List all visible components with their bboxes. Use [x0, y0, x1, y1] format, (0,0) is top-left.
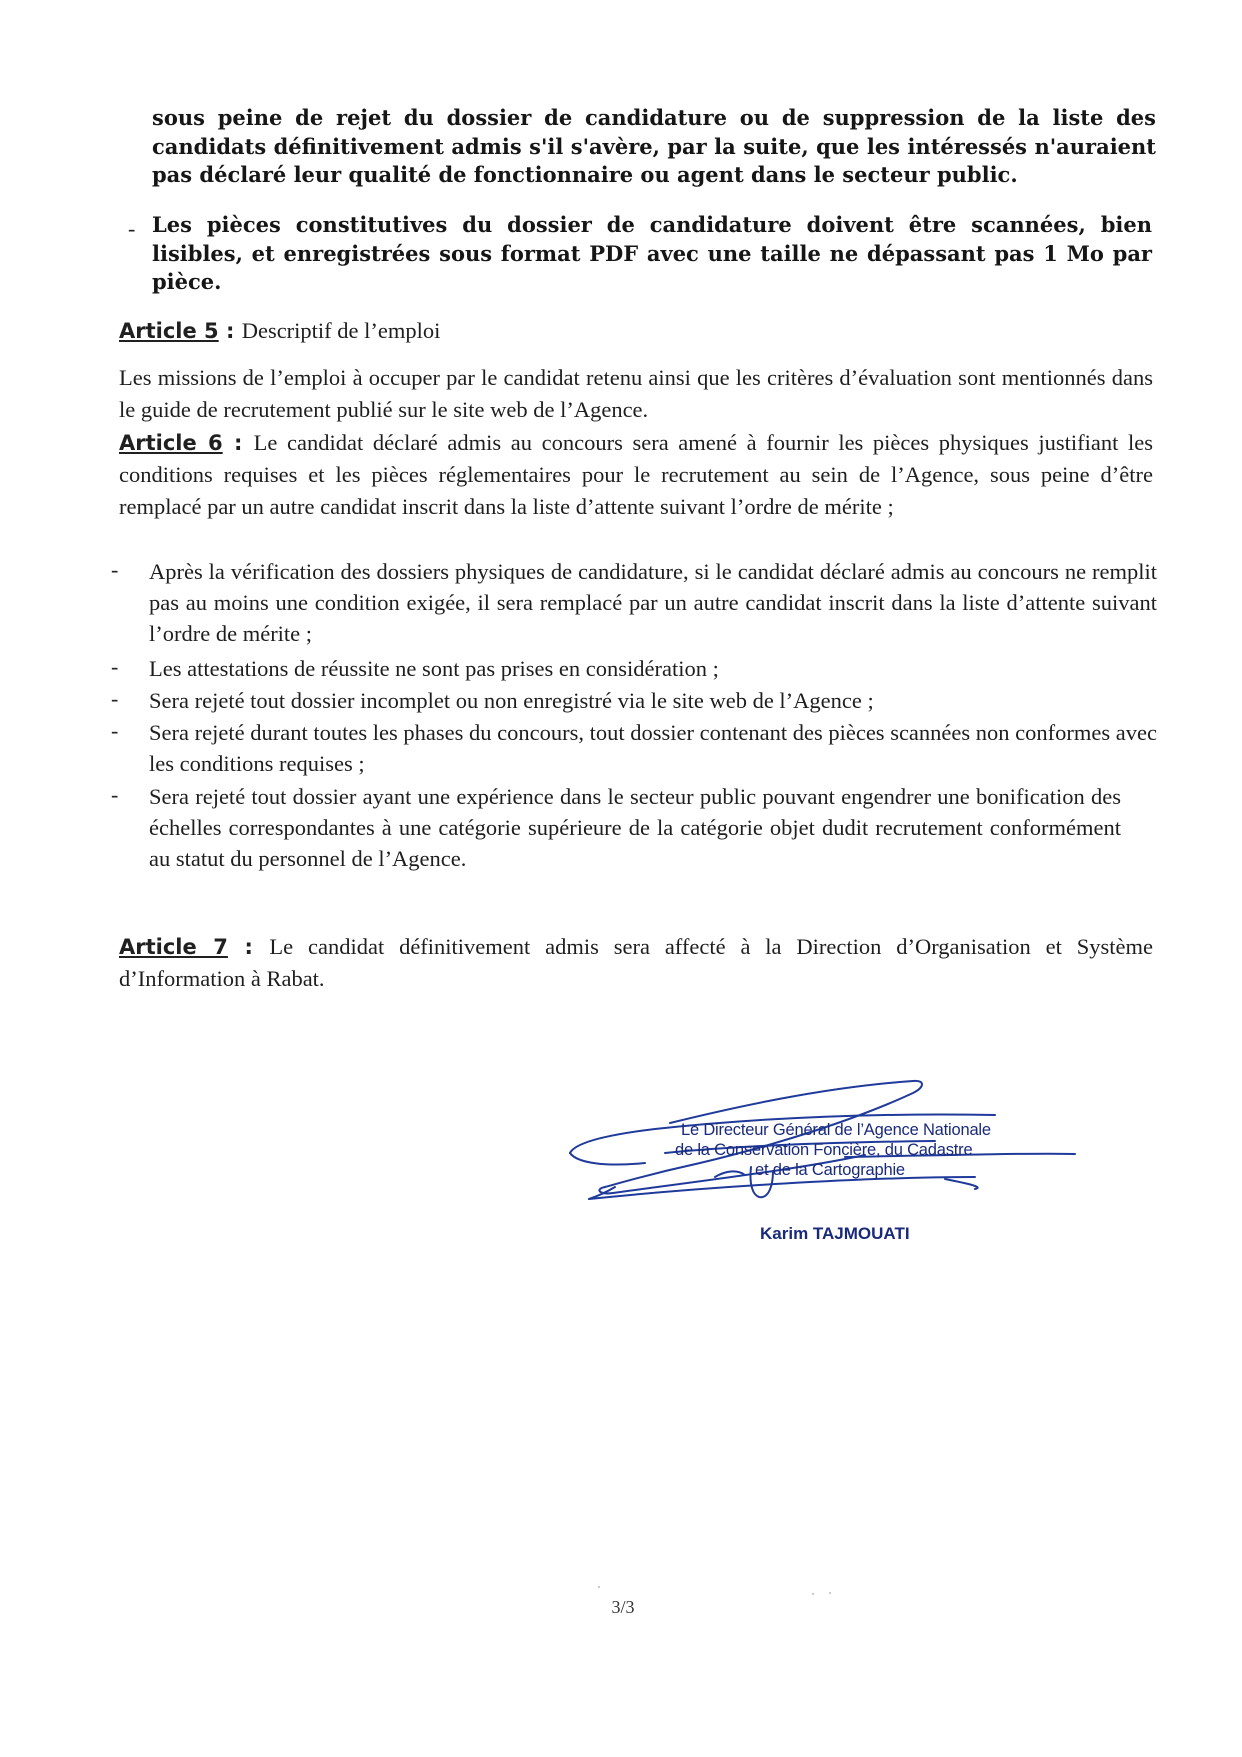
article-5-heading: Article 5 : Descriptif de l’emploi — [119, 318, 441, 343]
scan-speck — [598, 1586, 600, 1588]
article-7-body: Le candidat définitivement admis sera affecté à la Direction d’Organisation et Système d’Information à Rabat. — [119, 934, 1153, 991]
signature-title-line-2: de la Conservation Foncière, du Cadastre — [675, 1141, 973, 1159]
list-item: Les attestations de réussite ne sont pas prises en considération ; — [149, 656, 719, 681]
article-7-title: Article 7 — [119, 935, 228, 959]
signatory-name: Karim TAJMOUATI — [760, 1224, 910, 1243]
list-item: Sera rejeté tout dossier incomplet ou non enregistré via le site web de l’Agence ; — [149, 688, 874, 713]
signature-block — [565, 1075, 1085, 1245]
bullet-dash: - — [111, 557, 119, 582]
scan-requirement-bullet: Les pièces constitutives du dossier de candidature doivent être scannées, bien lisibles, et enregistrées sous format PDF avec une taille ne dépassant pas 1 Mo par pièce. — [152, 212, 1152, 294]
article-5-body: Les missions de l’emploi à occuper par le candidat retenu ainsi que les critères d’évaluation sont mentionnés dans le guide de recrutement publié sur le site web de l’Agence. — [119, 365, 1153, 422]
article-6-paragraph: Article 6 : Le candidat déclaré admis au concours sera amené à fournir les pièces physiques justifiant les conditions requises et les pièces réglementaires pour le recrutement au sein de l’Agence, sous peine d’être remplacé par un autre candidat inscrit dans la liste d’attente suivant l’ordre de mérite ; — [119, 430, 1153, 519]
list-item: Sera rejeté durant toutes les phases du concours, tout dossier contenant des pièces scannées non conformes avec les conditions requises ; — [149, 720, 1157, 776]
list-item: Sera rejeté tout dossier ayant une expérience dans le secteur public pouvant engendrer une bonification des échelles correspondantes à une catégorie supérieure de la catégorie objet dudit recrutement conformément au statut du personnel de l’Agence. — [149, 784, 1121, 871]
scan-speck — [829, 1592, 831, 1594]
handwritten-signature — [565, 1075, 1085, 1245]
bullet-dash: - — [111, 686, 119, 711]
signature-title-line-3: et de la Cartographie — [755, 1161, 905, 1179]
bullet-dash: - — [111, 654, 119, 679]
continuation-paragraph: sous peine de rejet du dossier de candidature ou de suppression de la liste des candidats définitivement admis s'il s'avère, par la suite, que les intéressés n'auraient pas déclaré leur qualité de fonctionnaire ou agent dans le secteur public. — [152, 105, 1156, 187]
article-5-heading-text: Descriptif de l’emploi — [241, 318, 441, 343]
list-item: Après la vérification des dossiers physiques de candidature, si le candidat déclaré admis au concours ne remplit pas au moins une condition exigée, il sera remplacé par un autre candidat inscrit dans la liste d’attente suivant l’ordre de mérite ; — [149, 559, 1157, 646]
article-6-body: Le candidat déclaré admis au concours sera amené à fournir les pièces physiques justifiant les conditions requises et les pièces réglementaires pour le recrutement au sein de l’Agence, sous peine d’être remplacé par un autre candidat inscrit dans la liste d’attente suivant l’ordre de mérite ; — [119, 430, 1153, 519]
scan-speck — [812, 1593, 814, 1595]
bullet-dash: - — [111, 718, 119, 743]
page-number: 3/3 — [611, 1597, 635, 1617]
bullet-dash: - — [128, 216, 136, 241]
article-7-paragraph: Article 7 : Le candidat définitivement admis sera affecté à la Direction d’Organisation et Système d’Information à Rabat. — [119, 934, 1153, 991]
signature-title-line-1: Le Directeur Général de l’Agence Nationale — [681, 1121, 991, 1139]
bullet-dash: - — [111, 782, 119, 807]
article-6-title: Article 6 — [119, 431, 223, 455]
article-5-title: Article 5 — [119, 319, 219, 343]
